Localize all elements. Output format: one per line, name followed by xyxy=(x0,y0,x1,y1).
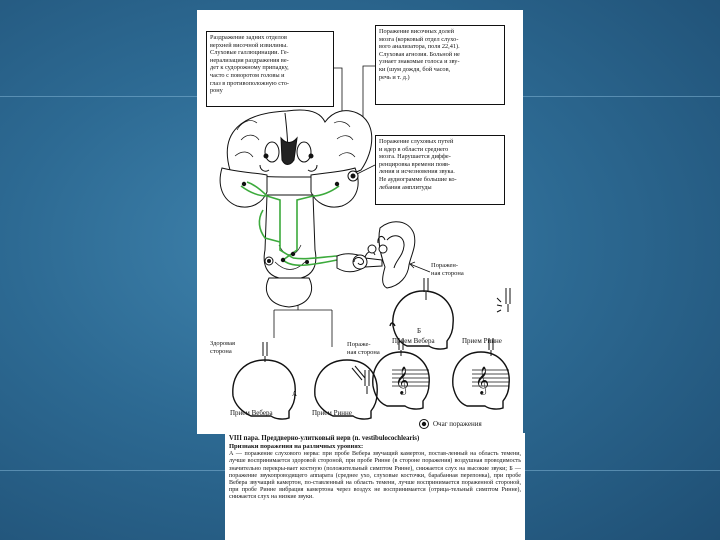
label-affected-side-b: Поражен- ная сторона xyxy=(431,262,464,277)
treble-clef-b1: 𝄞 xyxy=(395,366,410,394)
label-section-b: Б xyxy=(417,327,422,335)
note-midbrain-lesion: Поражение слуховых путей и ядер в области среднего мозга. Нарушается диффе- ренцировка времени появ- ления и исчезновения звука. Не аудиограмме большие ко- лебания амплитуды xyxy=(375,135,505,205)
caption-subtitle: Признаки поражения на различных уровнях: xyxy=(229,442,364,450)
ear-anatomy xyxy=(337,222,415,288)
label-section-a: А xyxy=(292,390,298,398)
label-healthy-side: Здоровая сторона xyxy=(210,340,236,355)
treble-clef-b2: 𝄞 xyxy=(475,366,490,394)
caption-body: А — поражение слухового нерва: при пробе Вебера звучащий камертон, постав-ленный на область темени, лучше воспринимается здоровой стороной, при пробе Ринне (в стороне поражения) воздушная проводимость значительно перекры-вает костную (положительный симптом Ринне), снижается слух на высокие звуки; Б — поражение звукопроводящего аппарата (среднее ухо, слуховые косточки, барабанная перепонка), при пробе Вебера звучащий камертон, по-ставленный на область темени, лучше воспринимается пораженной стороной, при пробе Ринне вибрация камертона через воздух не воспринимается (отрица-тельный симптом Ринне), снижается слух на низкие звуки. xyxy=(229,451,521,501)
note-temporal-gyrus-irritation: Раздражение задних отделов верхней височной извилины. Слуховые галлюцинации. Ге- нерализация раздражения ве- дет к судорожному припадку, часто с поворотом головы и глаз в противоположную сто- рону xyxy=(206,31,334,107)
diagram-sheet xyxy=(197,10,523,434)
note-temporal-lobe-lesion: Поражение височных долей мозга (корковый отдел слухо- вого анализатора, поля 22,41). Слуховая агнозия. Больной не узнает знакомые голоса и зву- ки (шум дождя, бой часов, речь и т. д.) xyxy=(375,25,505,105)
label-lesion-focus: Очаг поражения xyxy=(433,420,482,428)
label-affected-side-a: Пораже- ная сторона xyxy=(347,341,380,356)
label-rinne-test-a: Прием Ринне xyxy=(312,409,352,417)
tuning-fork-b2 xyxy=(497,288,510,312)
label-weber-test-a: Прием Вебера xyxy=(230,409,273,417)
pointer-arrow-b xyxy=(410,262,430,272)
brain-section xyxy=(227,110,371,177)
label-weber-test-b: Прием Вебера xyxy=(392,337,435,345)
brainstem xyxy=(264,195,316,307)
label-rinne-test-b: Прием Ринне xyxy=(462,337,502,345)
figure-caption xyxy=(225,433,525,540)
tuning-fork-b xyxy=(424,278,428,300)
caption-title: VIII пара. Преддверно-улитковый нерв (n. vestibulocochlearis) xyxy=(229,435,420,442)
